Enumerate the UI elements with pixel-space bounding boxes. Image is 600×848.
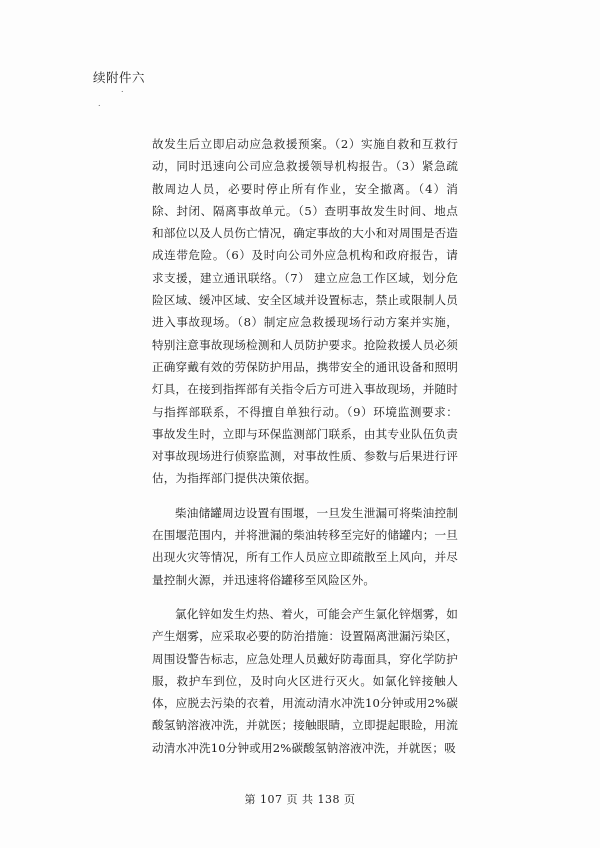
body-text bbox=[152, 133, 458, 759]
attachment-label: 续附件六 bbox=[93, 70, 146, 85]
paragraph-diesel-tank: 柴油储罐周边设置有围堰，一旦发生泄漏可将柴油控制在围堰范围内，并将泄漏的柴油转移至完好的储罐内；一旦出现火灾等情况，所有工作人员应立即疏散至上风向，并尽量控制火源，并迅速将俗罐移至风险区外。 bbox=[152, 505, 458, 587]
scan-speck: ˙ bbox=[97, 105, 102, 115]
paragraph-emergency-measures: 故发生后立即启动应急救援预案。（2）实施自救和互救行动，同时迅速向公司应急救援领导机构报告。（3）紧急疏散周边人员，必要时停止所有作业，安全撤离。（4）消除、封闭、隔离事故单元。（5）查明事故发生时间、地点和部位以及人员伤亡情况，确定事故的大小和对周围是否造成连带危险。（6）及时向公司外应急机构和政府报告，请求支援，建立通讯联络。（7） 建立应急工作区域，划分危险区域、缓冲区域、安全区域并设置标志，禁止或限制人员进入事故现场。（8）制定应急救援现场行动方案并实施，特别注意事故现场检测和人员防护要求。抢险救援人员必须正确穿戴有效的劳保防护用品，携带安全的通讯设备和照明灯具，在接到指挥部有关指令后方可进入事故现场，并随时与指挥部联系，不得擅自单独行动。（9）环境监测要求：事故发生时，立即与环保监测部门联系，由其专业队伍负责对事故现场进行侦察监测，对事故性质、参数与后果进行评估，为指挥部门提供决策依据。 bbox=[152, 137, 458, 486]
scan-speck: ˙ bbox=[120, 91, 125, 101]
paragraph-zinc-chloride: 氯化锌如发生灼热、着火，可能会产生氯化锌烟雾，如产生烟雾，应采取必要的防治措施：设置隔离泄漏污染区，周围设警告标志，应急处理人员戴好防毒面具，穿化学防护服，救护车到位，及时向火区进行灭火。如氯化锌接触人体，应脱去污染的衣着，用流动清水冲洗10分钟或用2%碳酸氢钠溶液冲洗，并就医；接触眼睛，立即提起眼睑，用流动清水冲洗10分钟或用2%碳酸氢钠溶液冲洗，并就医；吸 bbox=[152, 606, 458, 755]
page-number: 第 107 页 共 138 页 bbox=[244, 793, 356, 806]
